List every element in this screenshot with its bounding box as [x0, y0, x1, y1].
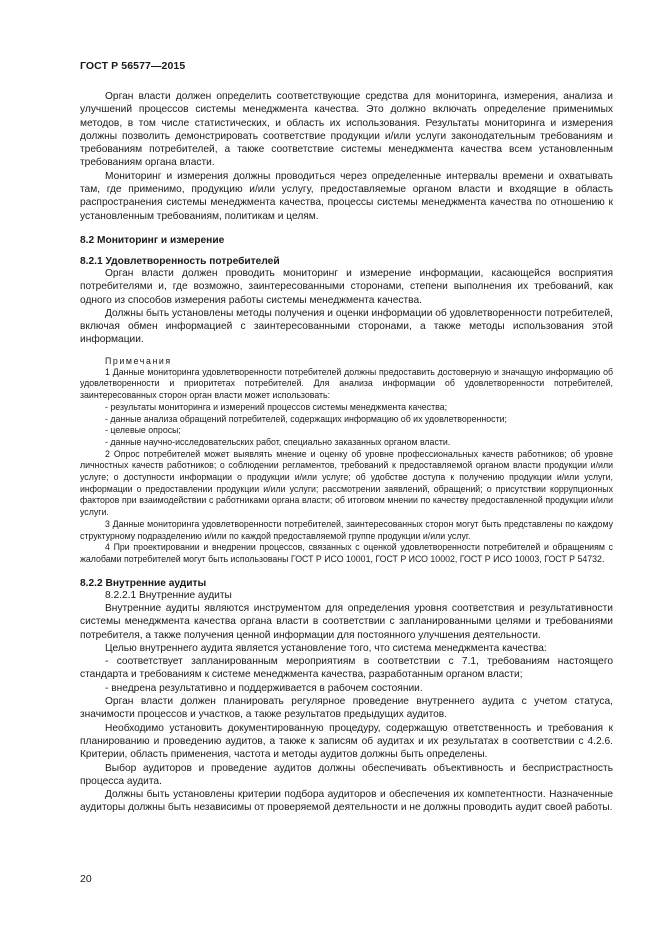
paragraph: Орган власти должен определить соответствующие средства для мониторинга, измерения, анализа и улучшений процессов системы менеджмента качества. Это должно включать определение применимых методов, в том числе статистических, и область их использования. Результаты мониторинга и измерения должны позволить демонстрировать соответствие продукции и/или услуги законодательным требованиям и требованиям потребителей, а также соответствие системы менеджмента качества всем установленным требованиям органа власти. — [80, 91, 613, 169]
paragraph: Орган власти должен планировать регулярное проведение внутреннего аудита с учетом статуса, значимости процессов и участков, а также результатов предыдущих аудитов. — [80, 696, 613, 721]
note-4: 4 При проектировании и внедрении процессов, связанных с оценкой удовлетворенности потребителей и обращениям с жалобами потребителей могут быть использованы ГОСТ Р ИСО 10001, ГОСТ Р ИСО 10002, ГОСТ Р ИСО 10003, ГОСТ Р 54732. — [80, 542, 613, 564]
standard-code: ГОСТ Р 56577—2015 — [80, 60, 186, 72]
section-heading-8-2-2: 8.2.2 Внутренние аудиты — [80, 577, 207, 589]
section-heading-8-2: 8.2 Мониторинг и измерение — [80, 234, 225, 246]
note-1: 1 Данные мониторинга удовлетворенности потребителей должны предоставить достоверную и значащую информацию об удовлетворенности и приоритетах потребителей. Для анализа информации об удовлетворенности потребителей, заинтересованных сторон орган власти может использовать: — [80, 366, 613, 401]
paragraph: Необходимо установить документированную процедуру, содержащую ответственность и требования к планированию и проведению аудитов, а также к записям об аудитах и их результатах в соответствии с 4.2.6. Критерии, область применения, частота и методы аудитов должны быть определены. — [80, 722, 613, 761]
page-number: 20 — [80, 873, 92, 885]
document-body — [80, 90, 613, 815]
paragraph: Должны быть установлены методы получения и оценки информации об удовлетворенности потребителей, включая обмен информацией с заинтересованными сторонами, а также методы использования этой информации. — [80, 307, 613, 346]
paragraph: Должны быть установлены критерии подбора аудиторов и обеспечения их компетентности. Назначенные аудиторы должны быть независимы от проверяемой деятельности и не должны проводить аудит своей работы. — [80, 789, 613, 814]
paragraph: Внутренние аудиты являются инструментом для определения уровня соответствия и результативности системы менеджмента качества органа власти в соответствии с запланированными целями и требованиями потребителя, а также получения ценной информации для постоянного улучшения деятельности. — [80, 603, 613, 641]
note-list-item: - целевые опросы; — [105, 425, 181, 436]
paragraph: Орган власти должен проводить мониторинг и измерение информации, касающейся восприятия потребителями и, где возможно, заинтересованными сторонами, степени выполнения их требований, как одного из способов измерения работы системы менеджмента качества. — [80, 267, 613, 306]
note-list-item: - результаты мониторинга и измерений процессов системы менеджмента качества; — [105, 401, 448, 412]
note-list-item: - данные анализа обращений потребителей, содержащих информацию об их удовлетворенности; — [105, 413, 507, 424]
paragraph: Выбор аудиторов и проведение аудитов должны обеспечивать объективность и беспристрастность процесса аудита. — [80, 762, 613, 787]
section-heading-8-2-1: 8.2.1 Удовлетворенность потребителей — [80, 255, 280, 267]
note-3: 3 Данные мониторинга удовлетворенности потребителей, заинтересованных сторон могут быть представлены по каждому структурному подразделению и/или по каждой предоставляемой группе продукции и/или услуг. — [80, 518, 613, 541]
subsection-heading-8-2-2-1: 8.2.2.1 Внутренние аудиты — [105, 589, 232, 601]
note-list-item: - данные научно-исследовательских работ, специально заказанных органом власти. — [105, 436, 451, 447]
list-item: - внедрена результативно и поддерживается в рабочем состоянии. — [105, 682, 423, 694]
note-2: 2 Опрос потребителей может выявлять мнение и оценку об уровне профессиональных качеств работников; об уровне личностных качеств работников; о соблюдении регламентов, требований к предоставляемой органом власти продукции и/или услуге; о доступности информации о продукции и/или услуге; об удобстве доступа к получению продукции и/или услуги, информации о предоставлении продукции и/или услуги; рассмотрении заявлений, обращений; о присутствии коррупционных факторов при взаимодействии с работниками органа власти; об итоговом мнении по качеству предоставленной продукции и/или услуги. — [80, 448, 613, 518]
paragraph: Мониторинг и измерения должны проводиться через определенные интервалы времени и охватывать там, где применимо, продукцию и/или услугу, предоставляемые органом власти и входящие в область распространения системы менеджмента качества, процессы системы менеджмента качества по отношению к установленным требованиям, политикам и целям. — [80, 170, 613, 222]
notes-title: Примечания — [105, 355, 172, 366]
paragraph: Целью внутреннего аудита является установление того, что система менеджмента качества: — [105, 642, 547, 654]
list-item: - соответствует запланированным мероприятиям в соответствии с 7.1, требованиям настоящего стандарта и требованиям к системе менеджмента качества, разработанным органом власти; — [80, 656, 613, 681]
